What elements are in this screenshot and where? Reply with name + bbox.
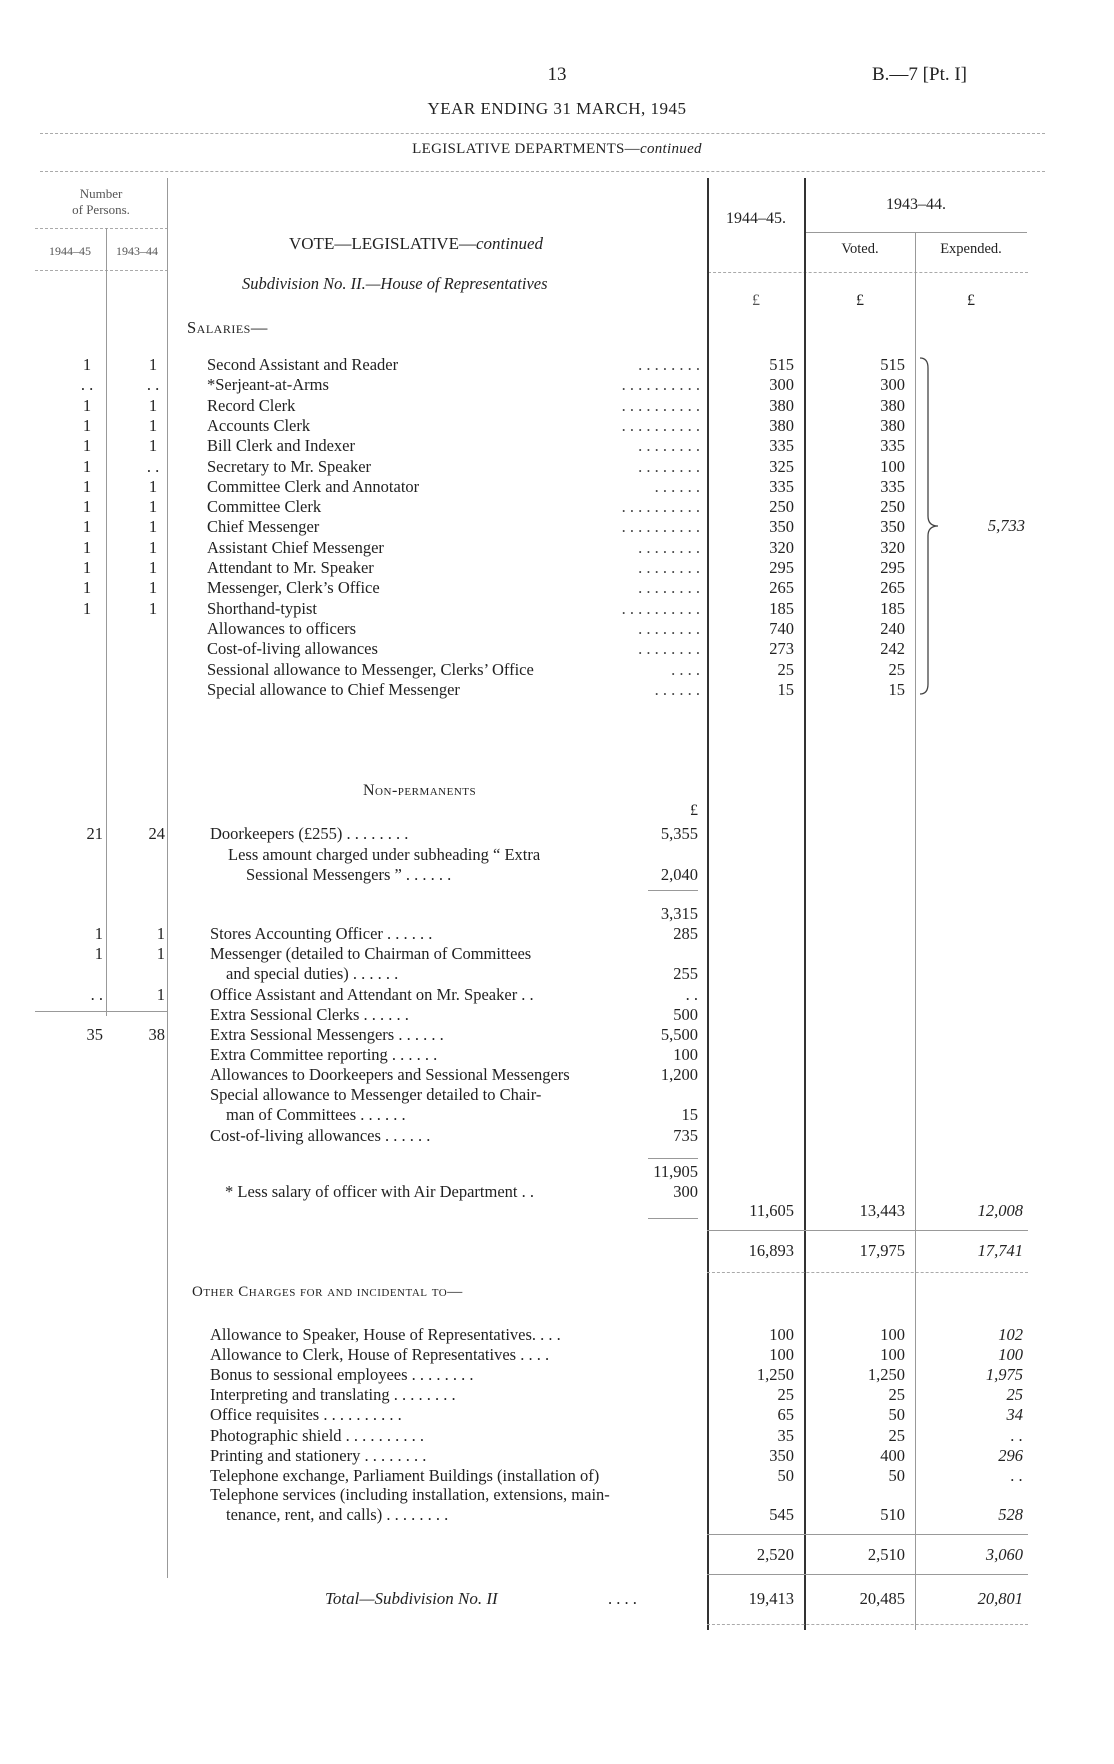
leader-dots: . . . . . . . . . .	[621, 375, 700, 395]
nonperm-label-cont: man of Committees . . . . . .	[226, 1105, 406, 1124]
nonperm-amount: 15	[681, 1105, 698, 1124]
salary-label: Shorthand-typist	[207, 598, 317, 618]
salary-label: Allowances to officers	[207, 618, 357, 638]
amount-1944: 515	[769, 355, 794, 374]
nonperm-row	[0, 1065, 1114, 1085]
amount-voted: 185	[880, 598, 905, 618]
amount-voted: 295	[880, 558, 905, 577]
other-total-1944: 2,520	[756, 1545, 794, 1564]
amount-1944: 740	[769, 618, 794, 638]
salary-row	[0, 599, 1114, 619]
nonperm-row	[0, 924, 1114, 944]
nonperm-amount: 735	[673, 1126, 698, 1145]
salary-label: Attendant to Mr. Speaker	[207, 558, 374, 577]
amount-voted: 320	[880, 537, 905, 557]
salary-row	[0, 680, 1114, 700]
nonperm-net-1944: 11,605	[749, 1201, 794, 1220]
persons-1943: 1	[148, 497, 158, 517]
salaries-brace	[918, 356, 940, 696]
nonperm-row	[0, 845, 1114, 884]
nonperm-total: 11,905	[653, 1162, 698, 1181]
other-charge-row	[0, 1466, 1114, 1486]
amount-voted: 1,250	[867, 1365, 905, 1385]
nonperm-amount: 1,200	[660, 1065, 698, 1084]
nonperm-amount: 3,315	[660, 904, 698, 923]
persons-1944: . .	[80, 375, 94, 395]
leader-dots: . . . . . . . .	[638, 578, 700, 598]
telephone-services-row-2: tenance, rent, and calls) . . . . . . . . 545 510 528	[226, 1505, 1023, 1524]
persons-1944: 1	[82, 598, 92, 618]
persons-1944: 1	[82, 436, 92, 456]
persons-1943: 38	[148, 1025, 165, 1044]
leader-dots: . . . . . . . . . .	[621, 415, 700, 435]
salaries-total-expended: 17,741	[977, 1241, 1023, 1260]
salaries-total-1944: 16,893	[748, 1241, 794, 1260]
leader-dots: . . . . . . . .	[638, 558, 700, 577]
amount-1944: 65	[777, 1405, 794, 1425]
amount-voted: 380	[880, 395, 905, 415]
salary-label: Assistant Chief Messenger	[207, 537, 384, 557]
subdivision-title: Subdivision No. II.—House of Representatives	[242, 274, 548, 293]
amount-1944: 295	[769, 558, 794, 577]
salary-row	[0, 477, 1114, 497]
salary-row	[0, 660, 1114, 680]
salary-label: Committee Clerk and Annotator	[207, 476, 420, 496]
col-header-1944: 1944–45.	[726, 210, 786, 227]
salary-row	[0, 355, 1114, 375]
salary-label: Secretary to Mr. Speaker	[207, 456, 372, 476]
salary-row	[0, 396, 1114, 416]
salary-label: Messenger, Clerk’s Office	[207, 578, 380, 598]
other-charge-row	[0, 1405, 1114, 1425]
salary-row	[0, 375, 1114, 395]
amount-voted: 15	[888, 679, 905, 699]
salary-label: Sessional allowance to Messenger, Clerks’ Office	[207, 659, 534, 679]
leader-dots: . . . . . . . . . .	[621, 395, 700, 415]
persons-col-1944: 1944–45	[49, 244, 91, 258]
persons-1943: 1	[148, 355, 158, 374]
telephone-services-row: Telephone services (including installation, extensions, main-	[210, 1485, 610, 1504]
persons-1943: 1	[148, 558, 158, 577]
amount-1944: 25	[777, 659, 794, 679]
amount-voted: 100	[880, 456, 905, 476]
nonperm-row	[0, 1005, 1114, 1025]
year-heading: YEAR ENDING 31 MARCH, 1945	[427, 99, 687, 118]
amount-1944: 300	[769, 375, 794, 395]
nonperm-row	[0, 824, 1114, 844]
amount-expended: . .	[1010, 1425, 1023, 1445]
less-salary-amount: 300	[673, 1182, 698, 1201]
leader-dots: . . . . . . . .	[638, 618, 700, 638]
col-header-expended: Expended.	[940, 241, 1002, 257]
leader-dots: . . . . . . . .	[638, 639, 700, 659]
persons-1943: 1	[148, 578, 158, 598]
grand-total-expended: 20,801	[977, 1589, 1023, 1608]
amount-voted: 250	[880, 497, 905, 517]
persons-1943: 1	[148, 415, 158, 435]
nonperm-label-cont: Sessional Messengers ” . . . . . .	[246, 865, 452, 884]
other-charge-label: Allowance to Speaker, House of Representatives. . . .	[210, 1325, 561, 1344]
nonperm-label: Special allowance to Messenger detailed to Chair-	[210, 1085, 542, 1104]
amount-1944: 185	[769, 598, 794, 618]
nonperm-amount: 255	[673, 964, 698, 983]
amount-expended: 100	[998, 1345, 1023, 1365]
nonperm-row	[0, 904, 1114, 924]
amount-expended: 296	[998, 1445, 1023, 1465]
amount-expended: 34	[1006, 1405, 1023, 1425]
salary-label: Committee Clerk	[207, 497, 322, 517]
amount-1944: 25	[777, 1385, 794, 1405]
nonperm-label: Cost-of-living allowances . . . . . .	[210, 1126, 431, 1145]
salary-label: Special allowance to Chief Messenger	[207, 679, 460, 699]
persons-col-1943: 1943–44	[116, 244, 158, 258]
other-charge-label: Bonus to sessional employees . . . . . . . .	[210, 1365, 474, 1385]
page-number: 13	[547, 64, 567, 85]
persons-1944: . .	[90, 985, 103, 1004]
amount-voted: 380	[880, 415, 905, 435]
other-charge-row	[0, 1365, 1114, 1385]
persons-1943: . .	[146, 375, 160, 395]
grand-total-label: Total—Subdivision No. II	[325, 1589, 498, 1608]
amount-1944: 320	[769, 537, 794, 557]
pound-sign-voted: £	[856, 292, 864, 309]
salary-row	[0, 497, 1114, 517]
amount-1944: 325	[769, 456, 794, 476]
persons-1944: 1	[82, 537, 92, 557]
salary-row	[0, 416, 1114, 436]
amount-voted: 300	[880, 375, 905, 395]
department-heading: LEGISLATIVE DEPARTMENTS—continued	[412, 141, 702, 157]
pound-sign-expended: £	[967, 292, 975, 309]
nonperm-row	[0, 1126, 1114, 1146]
salary-row	[0, 619, 1114, 639]
salary-label: Record Clerk	[207, 395, 296, 415]
amount-1944: 380	[769, 395, 794, 415]
persons-1944: 1	[82, 456, 92, 476]
persons-1943: 1	[148, 395, 158, 415]
amount-voted: 242	[880, 639, 905, 659]
leader-dots: . . . .	[671, 659, 700, 679]
grand-total-1944: 19,413	[748, 1589, 794, 1608]
nonperm-net-voted: 13,443	[859, 1201, 905, 1220]
persons-1943: 1	[148, 517, 158, 537]
nonperm-heading: Non-permanents	[363, 782, 477, 799]
other-total-voted: 2,510	[867, 1545, 905, 1564]
persons-1944: 1	[94, 924, 103, 943]
persons-1943: 1	[148, 537, 158, 557]
other-charge-label: Photographic shield . . . . . . . . . .	[210, 1425, 425, 1445]
salaries-heading: Salaries—	[187, 318, 268, 337]
other-charge-row	[0, 1385, 1114, 1405]
amount-1944: 265	[769, 578, 794, 598]
nonperm-label: Stores Accounting Officer . . . . . .	[210, 924, 433, 943]
persons-1944: 1	[82, 355, 92, 374]
less-salary-label: * Less salary of officer with Air Department . .	[225, 1182, 534, 1201]
salaries-total-voted: 17,975	[859, 1241, 905, 1260]
other-heading: Other Charges for and incidental to—	[192, 1284, 463, 1300]
other-charge-row	[0, 1446, 1114, 1466]
amount-1944: 350	[769, 517, 794, 537]
persons-1943: 1	[156, 924, 165, 943]
amount-expended: 1,975	[985, 1365, 1023, 1385]
nonperm-label: Doorkeepers (£255) . . . . . . . .	[210, 824, 409, 843]
amount-voted: 25	[888, 1385, 905, 1405]
other-charge-label: Office requisites . . . . . . . . . .	[210, 1405, 402, 1425]
nonperm-label: Messenger (detailed to Chairman of Committees	[210, 944, 532, 963]
other-charge-row	[0, 1426, 1114, 1446]
amount-1944: 350	[769, 1445, 794, 1465]
nonperm-label: Extra Committee reporting . . . . . .	[210, 1045, 438, 1064]
salary-label: Bill Clerk and Indexer	[207, 436, 356, 456]
amount-1944: 100	[769, 1345, 794, 1365]
nonperm-amount: . .	[685, 985, 698, 1004]
other-charge-row	[0, 1345, 1114, 1365]
amount-voted: 400	[880, 1445, 905, 1465]
other-charge-label: Interpreting and translating . . . . . . . .	[210, 1385, 456, 1405]
nonperm-amount: 2,040	[660, 865, 698, 884]
amount-1944: 1,250	[756, 1365, 794, 1385]
nonperm-label: Extra Sessional Clerks . . . . . .	[210, 1005, 409, 1024]
nonperm-label-cont: and special duties) . . . . . .	[226, 964, 399, 983]
other-charge-label: Allowance to Clerk, House of Representatives . . . .	[210, 1345, 550, 1365]
persons-1943: 1	[148, 476, 158, 496]
amount-voted: 265	[880, 578, 905, 598]
persons-1944: 1	[82, 395, 92, 415]
amount-1944: 50	[777, 1465, 794, 1485]
amount-expended: 102	[998, 1325, 1023, 1344]
nonperm-net-expended: 12,008	[977, 1201, 1023, 1220]
amount-1944: 15	[777, 679, 794, 699]
nonperm-label: Allowances to Doorkeepers and Sessional Messengers	[210, 1065, 570, 1084]
amount-voted: 50	[888, 1465, 905, 1485]
persons-1944: 1	[82, 476, 92, 496]
amount-1944: 250	[769, 497, 794, 517]
nonperm-label: Extra Sessional Messengers . . . . . .	[210, 1025, 444, 1044]
amount-expended: . .	[1010, 1465, 1023, 1485]
salary-row	[0, 558, 1114, 578]
salary-row	[0, 457, 1114, 477]
nonperm-row	[0, 985, 1114, 1005]
persons-1944: 1	[82, 497, 92, 517]
nonperm-row	[0, 1085, 1114, 1124]
salary-row	[0, 436, 1114, 456]
grand-total-voted: 20,485	[859, 1589, 905, 1608]
other-total-expended: 3,060	[985, 1545, 1023, 1564]
persons-1944: 1	[82, 578, 92, 598]
other-charge-row	[0, 1325, 1114, 1345]
nonperm-pound: £	[690, 802, 698, 819]
persons-1943: 1	[148, 598, 158, 618]
salary-label: Chief Messenger	[207, 517, 320, 537]
leader-dots: . . . . . . . .	[638, 436, 700, 456]
persons-1944: 1	[82, 558, 92, 577]
amount-1944: 335	[769, 476, 794, 496]
salary-label: Accounts Clerk	[207, 415, 311, 435]
nonperm-amount: 500	[673, 1005, 698, 1024]
persons-header: Number of Persons.	[72, 186, 130, 217]
leader-dots: . . . . . . . .	[638, 456, 700, 476]
pound-sign-1944: £	[752, 292, 760, 309]
amount-voted: 240	[880, 618, 905, 638]
leader-dots: . . . . . . . . . .	[621, 517, 700, 537]
leader-dots: . . . . . .	[654, 476, 700, 496]
amount-expended: 25	[1006, 1385, 1023, 1405]
page-reference: B.—7 [Pt. I]	[872, 64, 967, 85]
leader-dots: . . . . . . . . . .	[621, 497, 700, 517]
amount-1944: 35	[777, 1425, 794, 1445]
leader-dots: . . . . . .	[654, 679, 700, 699]
amount-1944: 380	[769, 415, 794, 435]
salary-row	[0, 639, 1114, 659]
amount-voted: 350	[880, 517, 905, 537]
amount-voted: 25	[888, 1425, 905, 1445]
persons-1944: 1	[82, 517, 92, 537]
persons-1944: 1	[94, 944, 103, 963]
grand-total-dots: . . . .	[608, 1589, 637, 1608]
nonperm-amount: 285	[673, 924, 698, 943]
persons-1944: 21	[86, 824, 103, 843]
salaries-expended: 5,733	[987, 516, 1025, 535]
nonperm-amount: 5,355	[660, 824, 698, 843]
amount-voted: 515	[880, 355, 905, 374]
persons-1943: 1	[148, 436, 158, 456]
persons-1943: . .	[146, 456, 160, 476]
nonperm-label: Office Assistant and Attendant on Mr. Speaker . .	[210, 985, 534, 1004]
salary-row	[0, 578, 1114, 598]
persons-1943: 1	[156, 985, 165, 1004]
amount-voted: 100	[880, 1325, 905, 1344]
amount-voted: 335	[880, 436, 905, 456]
nonperm-amount: 100	[673, 1045, 698, 1064]
amount-voted: 100	[880, 1345, 905, 1365]
persons-1944: 1	[82, 415, 92, 435]
amount-voted: 25	[888, 659, 905, 679]
salary-label: *Serjeant-at-Arms	[207, 375, 329, 395]
nonperm-row	[0, 944, 1114, 983]
persons-1943: 1	[156, 944, 165, 963]
salary-label: Second Assistant and Reader	[207, 355, 399, 374]
col-header-1943: 1943–44.	[886, 196, 946, 213]
nonperm-row	[0, 1045, 1114, 1065]
nonperm-row	[0, 1025, 1114, 1045]
col-header-voted: Voted.	[841, 241, 879, 257]
amount-1944: 273	[769, 639, 794, 659]
salary-label: Cost-of-living allowances	[207, 639, 378, 659]
amount-voted: 335	[880, 476, 905, 496]
other-charge-label: Printing and stationery . . . . . . . .	[210, 1445, 427, 1465]
other-charge-label: Telephone exchange, Parliament Buildings (installation of)	[210, 1465, 600, 1485]
amount-1944: 335	[769, 436, 794, 456]
persons-1944: 35	[86, 1025, 103, 1044]
nonperm-label: Less amount charged under subheading “ Extra	[228, 845, 541, 864]
amount-voted: 50	[888, 1405, 905, 1425]
leader-dots: . . . . . . . .	[638, 355, 700, 374]
leader-dots: . . . . . . . . . .	[621, 598, 700, 618]
nonperm-amount: 5,500	[660, 1025, 698, 1044]
amount-1944: 100	[769, 1325, 794, 1344]
vote-title: VOTE—LEGISLATIVE—continued	[289, 234, 544, 253]
salary-row	[0, 538, 1114, 558]
leader-dots: . . . . . . . .	[638, 537, 700, 557]
persons-1943: 24	[148, 824, 165, 843]
